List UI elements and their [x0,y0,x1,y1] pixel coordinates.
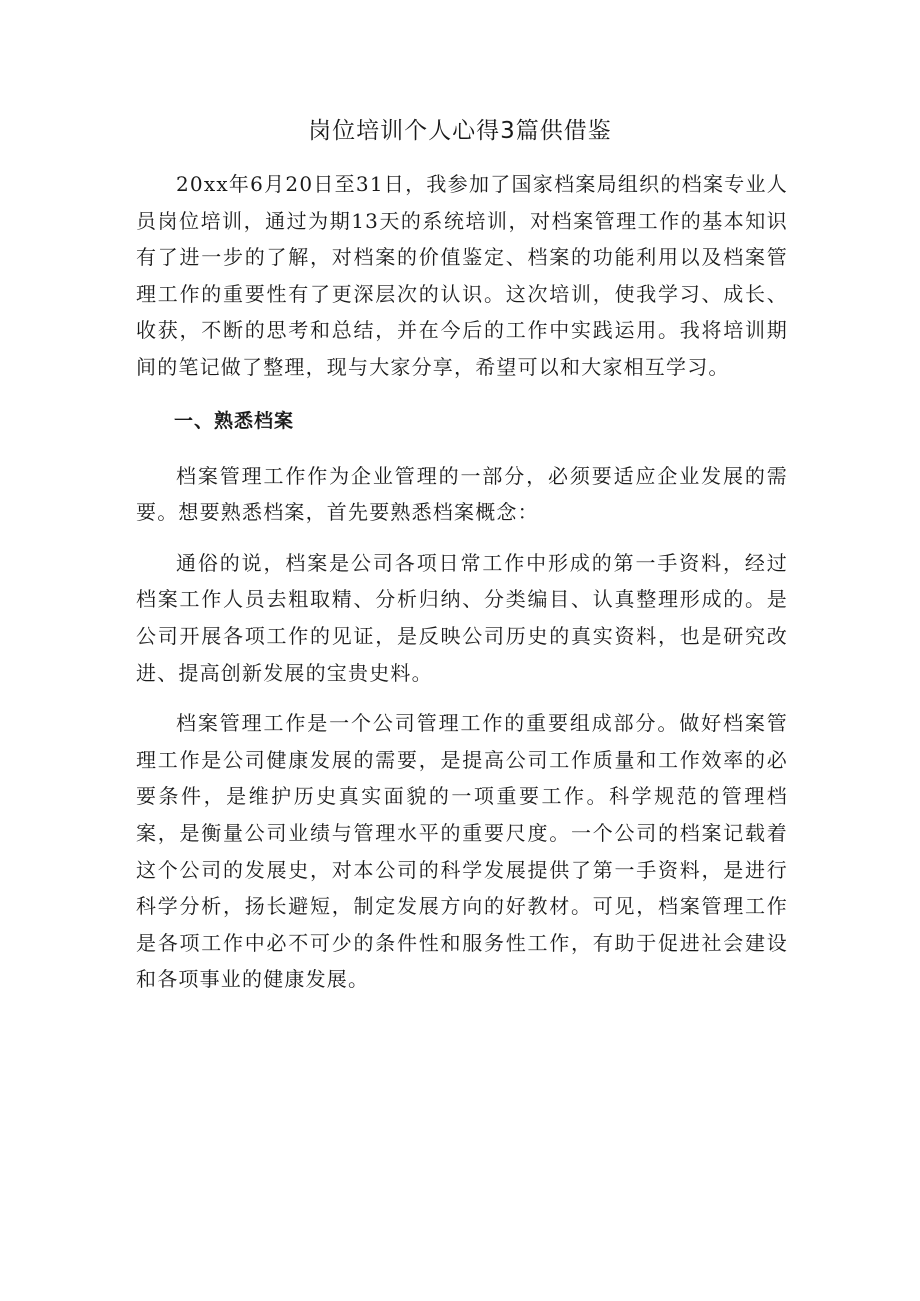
intro-paragraph: 20xx年6月20日至31日，我参加了国家档案局组织的档案专业人员岗位培训，通过为期13天的系统培训，对档案管理工作的基本知识有了进一步的了解，对档案的价值鉴定、档案的功能利用以及档案管理工作的重要性有了更深层次的认识。这次培训，使我学习、成长、收获，不断的思考和总结，并在今后的工作中实践运用。我将培训期间的笔记做了整理，现与大家分享，希望可以和大家相互学习。 [136,172,788,379]
document-body [136,166,788,998]
section-paragraph-2: 通俗的说，档案是公司各项日常工作中形成的第一手资料，经过档案工作人员去粗取精、分析归纳、分类编目、认真整理形成的。是公司开展各项工作的见证，是反映公司历史的真实资料，也是研究改进、提高创新发展的宝贵史料。 [136,550,788,685]
document-title: 岗位培训个人心得3篇供借鉴 [308,118,612,144]
section-paragraph-3: 档案管理工作是一个公司管理工作的重要组成部分。做好档案管理工作是公司健康发展的需要，是提高公司工作质量和工作效率的必要条件，是维护历史真实面貌的一项重要工作。科学规范的管理档案，是衡量公司业绩与管理水平的重要尺度。一个公司的档案记载着这个公司的发展史，对本公司的科学发展提供了第一手资料，是进行科学分析，扬长避短，制定发展方向的好教材。可见，档案管理工作是各项工作中必不可少的条件性和服务性工作，有助于促进社会建设和各项事业的健康发展。 [136,711,788,992]
section-paragraph-1: 档案管理工作作为企业管理的一部分，必须要适应企业发展的需要。想要熟悉档案，首先要熟悉档案概念： [136,463,788,525]
section-heading: 一、熟悉档案 [174,409,295,432]
